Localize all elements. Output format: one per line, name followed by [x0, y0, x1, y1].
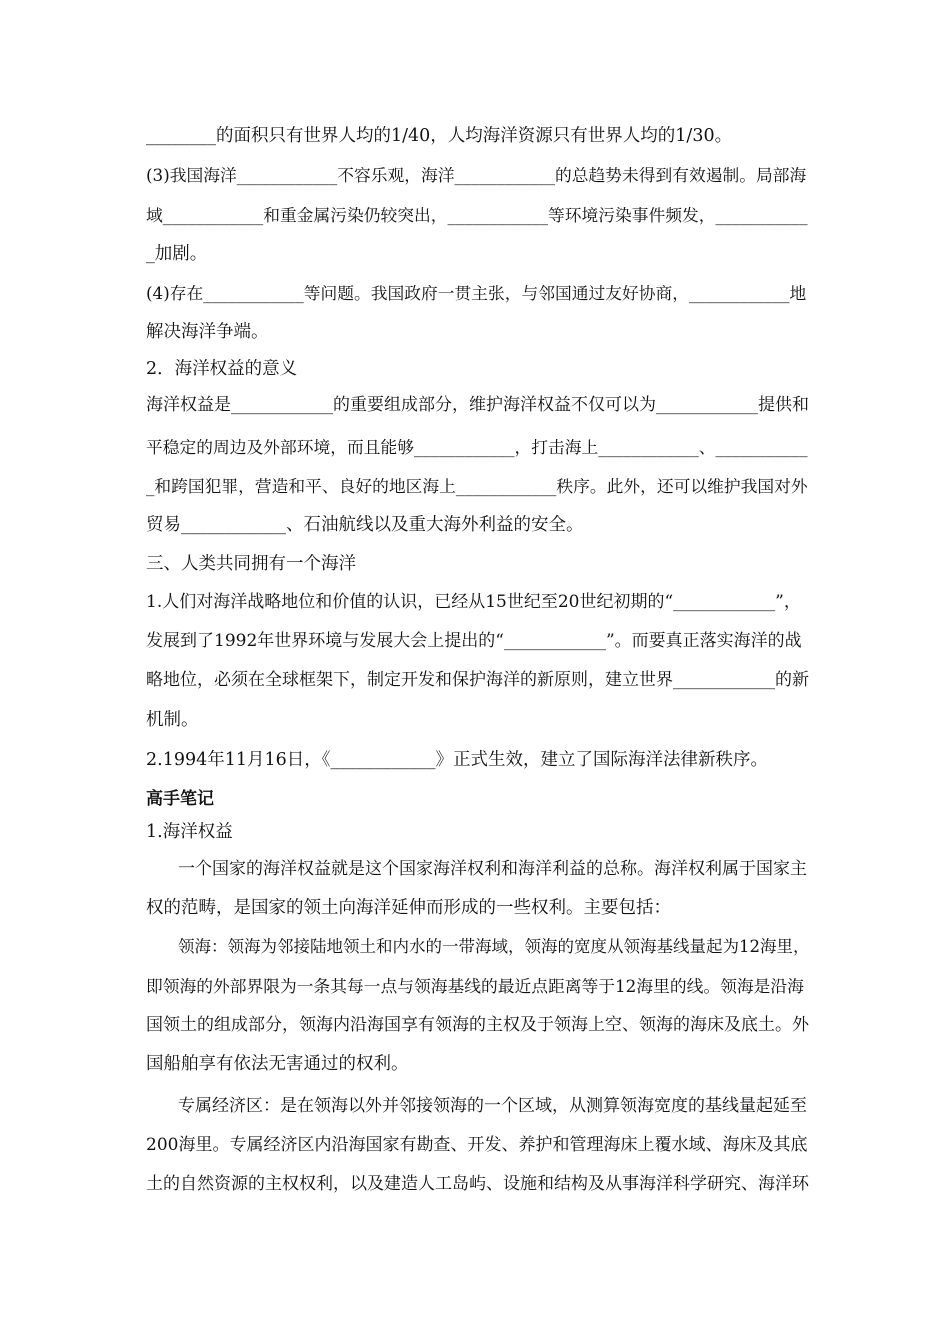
text-line: 权的范畴，是国家的领土向海洋延伸而形成的一些权利。主要包括：	[146, 898, 671, 918]
text-line: 一个国家的海洋权益就是这个国家海洋权利和海洋利益的总称。海洋权利属于国家主	[178, 859, 807, 879]
text-line: _和跨国犯罪，营造和平、良好的地区海上____________秩序。此外，还可以维护我国对外	[146, 476, 808, 496]
text-line: 解决海洋争端。	[146, 322, 269, 342]
section-heading: 2．海洋权益的意义	[146, 359, 298, 379]
text-line: 国船舶享有依法无害通过的权利。	[146, 1054, 409, 1074]
text-line: (3)我国海洋____________不容乐观，海洋____________的总趋势未得到有效遏制。局部海	[146, 165, 807, 185]
text-line: 专属经济区：是在领海以外并邻接领海的一个区域，从测算领海宽度的基线量起延至	[178, 1096, 807, 1116]
text-line: 即领海的外部界限为一条其每一点与领海基线的最近点距离等于12海里的线。领海是沿海	[146, 976, 804, 996]
text-line: _加剧。	[146, 244, 208, 264]
text-line: 平稳定的周边及外部环境，而且能够____________，打击海上____________、___________	[146, 437, 808, 457]
text-line: 贸易____________、石油航线以及重大海外利益的安全。	[146, 515, 584, 535]
text-line: 发展到了1992年世界环境与发展大会上提出的“____________”。而要真正落实海洋的战	[146, 631, 802, 651]
section-heading: 三、人类共同拥有一个海洋	[146, 554, 356, 574]
text-line: ________的面积只有世界人均的1/40，人均海洋资源只有世界人均的1/30。	[146, 126, 733, 146]
subheading: 1.海洋权益	[146, 822, 233, 842]
notes-heading: 高手笔记	[146, 789, 214, 809]
text-line: 海洋权益是____________的重要组成部分，维护海洋权益不仅可以为____________提供和	[146, 395, 809, 415]
text-line: 土的自然资源的主权权利，以及建造人工岛屿、设施和结构及从事海洋科学研究、海洋环	[146, 1174, 809, 1194]
text-line: 国领土的组成部分，领海内沿海国享有领海的主权及于领海上空、领海的海床及底土。外	[146, 1015, 809, 1035]
text-line: 2.1994年11月16日，《____________》正式生效，建立了国际海洋法律新秩序。	[146, 750, 769, 770]
text-line: 略地位，必须在全球框架下，制定开发和保护海洋的新原则，建立世界____________的新	[146, 670, 809, 690]
text-line: 机制。	[146, 710, 199, 730]
text-line: 1.人们对海洋战略地位和价值的认识，已经从15世纪至20世纪初期的“____________”，	[146, 592, 801, 612]
text-line: (4)存在____________等问题。我国政府一贯主张，与邻国通过友好协商，____________地	[146, 283, 807, 303]
text-line: 领海：领海为邻接陆地领土和内水的一带海域，领海的宽度从领海基线量起为12海里，	[178, 937, 810, 956]
text-line: 域____________和重金属污染仍较突出，____________等环境污染事件频发，___________	[146, 205, 808, 225]
text-line: 200海里。专属经济区内沿海国家有勘查、开发、养护和管理海床上覆水域、海床及其底	[146, 1135, 808, 1155]
